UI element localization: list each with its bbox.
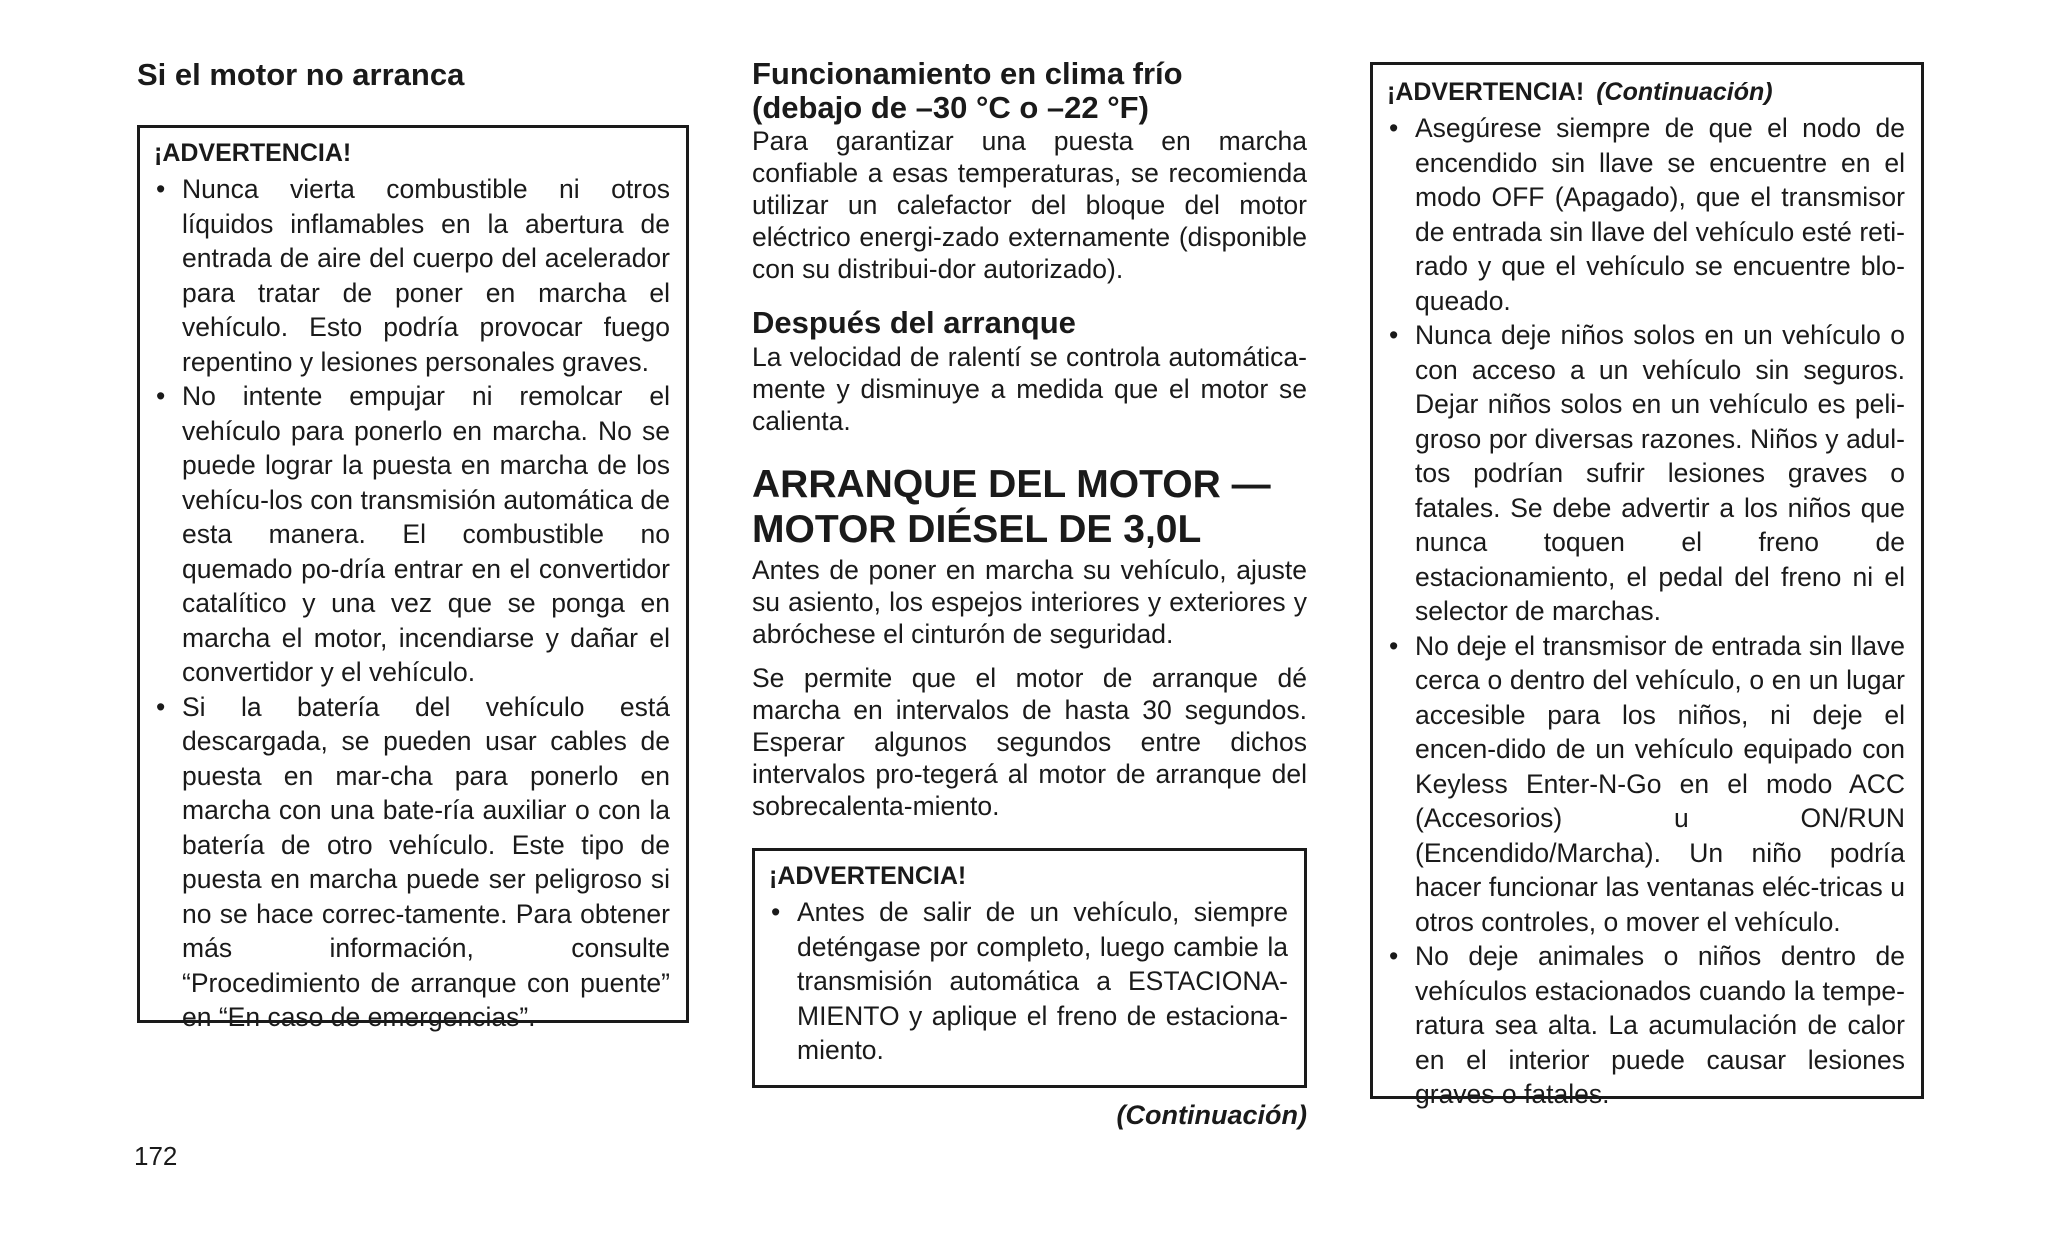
warning-item: • Si la batería del vehículo está descargada, se pueden usar cables de puesta en mar-cha para ponerlo en marcha con una bate-ría auxiliar o con la batería de otro vehículo. Este tipo de puesta en marcha puede ser peligroso si no se hace correc-tamente. Para obtener más información, consulte “Procedimiento de arranque con puente” en “En caso de emergencias”.	[154, 690, 670, 1035]
warning-item: • Antes de salir de un vehículo, siempre deténgase por completo, luego cambie la transmisión automática a ESTACIONA-MIENTO y aplique el freno de estaciona-miento.	[769, 895, 1288, 1068]
section-heading-no-start: Si el motor no arranca	[137, 57, 465, 92]
diesel-start-section	[752, 462, 1307, 822]
diesel-paragraph-2: Se permite que el motor de arranque dé marcha en intervalos de hasta 30 segundos. Esperar algunos segundos entre dichos intervalos pro-tegerá al motor de arranque del sobrecalenta-miento.	[752, 663, 1307, 821]
after-start-section	[752, 305, 1307, 437]
after-start-heading: Después del arranque	[752, 305, 1076, 340]
warning-list	[1387, 111, 1905, 1112]
warning-box-diesel	[752, 848, 1307, 1088]
warning-title: ¡ADVERTENCIA!	[769, 862, 967, 890]
warning-item: • Asegúrese siempre de que el nodo de encendido sin llave se encuentre en el modo OFF (Apagado), que el transmisor de entrada sin llave del vehículo esté reti-rado y que el vehículo se encuentre blo-queado.	[1387, 111, 1905, 318]
cold-weather-text: Para garantizar una puesta en marcha confiable a esas temperaturas, se recomienda utilizar un calefactor del bloque del motor eléctrico energi-zado externamente (disponible con su distribui-dor autorizado).	[752, 126, 1307, 284]
continued-label: (Continuación)	[1116, 1100, 1307, 1130]
warning-item: • No deje el transmisor de entrada sin llave cerca o dentro del vehículo, o en un lugar accesible para los niños, ni deje el encen-dido de un vehículo equipado con Keyless Enter-N-Go en el modo ACC (Accesorios) u ON/RUN (Encendido/Marcha). Un niño podría hacer funcionar las ventanas eléc-tricas u otros controles, o mover el vehículo.	[1387, 629, 1905, 940]
warning-title-text: ¡ADVERTENCIA!	[1387, 78, 1585, 106]
warning-item: • No intente empujar ni remolcar el vehículo para ponerlo en marcha. No se puede lograr la puesta en marcha de los vehícu-los con transmisión automática de esta manera. El combustible no quemado po-dría entrar en el convertidor catalítico y una vez que se ponga en marcha el motor, incendiarse y dañar el convertidor y el vehículo.	[154, 379, 670, 690]
after-start-text: La velocidad de ralentí se controla automática-mente y disminuye a medida que el motor se calienta.	[752, 342, 1307, 436]
warning-item: • Nunca vierta combustible ni otros líquidos inflamables en la abertura de entrada de aire del cuerpo del acelerador para tratar de poner en marcha el vehículo. Esto podría provocar fuego repentino y lesiones personales graves.	[154, 172, 670, 379]
page-number: 172	[134, 1141, 178, 1171]
warning-title: ¡ADVERTENCIA!	[154, 139, 352, 167]
diesel-heading-line1: ARRANQUE DEL MOTOR —	[752, 463, 1271, 506]
cold-weather-heading-line2: (debajo de –30 °C o –22 °F)	[752, 90, 1149, 125]
cold-weather-heading-line1: Funcionamiento en clima frío	[752, 56, 1183, 91]
diesel-paragraph-1: Antes de poner en marcha su vehículo, ajuste su asiento, los espejos interiores y exteriores y abróchese el cinturón de seguridad.	[752, 555, 1307, 649]
warning-list	[154, 172, 670, 1035]
warning-box-no-start	[137, 125, 689, 1032]
warning-item: • Nunca deje niños solos en un vehículo o con acceso a un vehículo sin seguros. Dejar niños solos en un vehículo es peli-groso por diversas razones. Niños y adul-tos podrían sufrir lesiones graves o fatales. Se debe advertir a los niños que nunca toquen el freno de estacionamiento, el pedal del freno ni el selector de marchas.	[1387, 318, 1905, 629]
warning-list	[769, 895, 1288, 1068]
warning-item: • No deje animales o niños dentro de vehículos estacionados cuando la tempe-ratura sea alta. La acumulación de calor en el interior puede causar lesiones graves o fatales.	[1387, 939, 1905, 1112]
diesel-heading-line2: MOTOR DIÉSEL DE 3,0L	[752, 508, 1202, 551]
warning-continued-label: (Continuación)	[1596, 78, 1773, 106]
warning-title	[1387, 77, 1905, 107]
cold-weather-section	[752, 57, 1307, 285]
warning-box-continued	[1370, 62, 1924, 1109]
